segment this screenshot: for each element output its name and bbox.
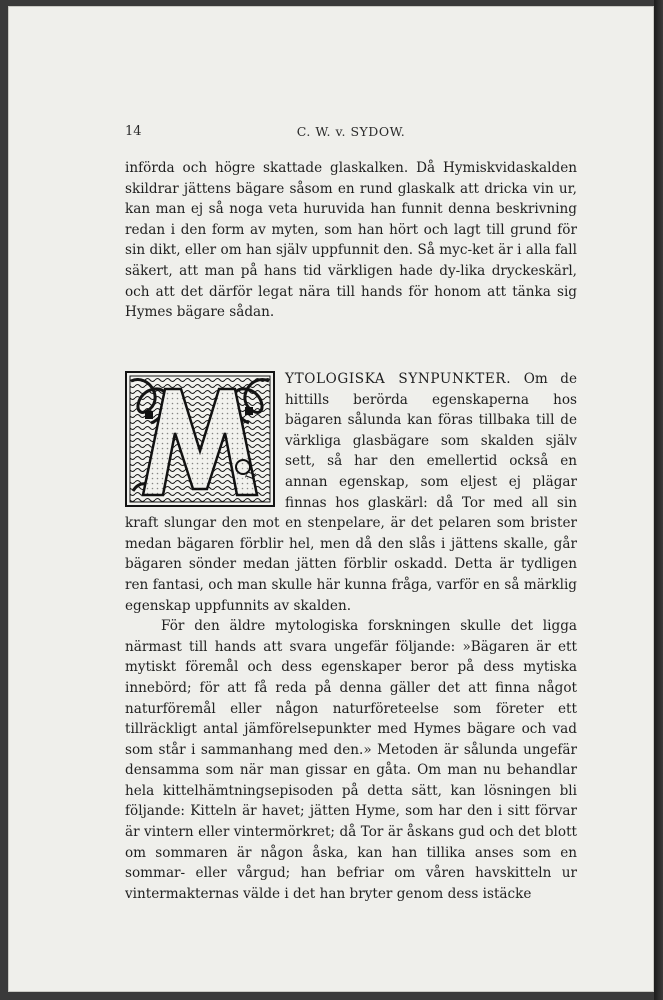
paragraph-1-text: införda och högre skattade glaskalken. Då Hymiskvidaskalden skildrar jättens bägare såsom en rund glaskalk att dricka vin ur, kan man ej så noga veta huruvida han funnit denna beskrivning redan i den form av myten, som han hört och lagt till grund för sin dikt, eller om han själv uppfunnit den. Så myc-ket är i alla fall säkert, att man på hans tid värkligen hade dy-lika dryckeskärl, och att det därför legat nära till hands för honom att tänka sig Hymes bägare sådan. (125, 160, 577, 321)
decorated-initial-m-icon (125, 371, 275, 507)
section-heading: YTOLOGISKA SYNPUNKTER. (285, 371, 512, 387)
page-edge (654, 0, 663, 1000)
section-body-text: Om de hittills berörda egenskaperna hos bägaren sålunda kan föras tillbaka till de värkliga glasbägare som skalden själv sett, så har den emellertid också en annan egenskap, som eljest ej plägar finnas hos glaskärl: då Tor med all sin kraft slungar den mot en stenpelare, är det pelaren som brister medan bägaren förblir hel, men då den slås i jättens skalle, går bägaren sönder medan jätten förblir oskadd. Detta är tydligen ren fantasi, och man skulle här kunna fråga, varför en så märklig egenskap uppfunnits av skalden. (125, 371, 577, 614)
running-title: C. W. v. SYDOW. (296, 124, 406, 139)
section-mythological (125, 369, 577, 904)
paragraph-3-text: För den äldre mytologiska forskningen skulle det ligga närmast till hands att svara ungefär följande: »Bägaren är ett mytiskt föremål och dess egenskaper beror på dess mytiska innebörd; för att få reda på denna gäller det att finna något naturföremål eller någon naturföreteelse som företer ett tillräckligt antal jämförelsepunkter med Hymes bägare och vad som står i sammanhang med den.» Metoden är sålunda ungefär densamma som när man gissar en gåta. Om man nu behandlar hela kittelhämtningsepisoden på detta sätt, kan lösningen bli följande: Kitteln är havet; jätten Hyme, som har den i sitt förvar är vintern eller vintermörkret; då Tor är åskans gud och det blott om sommaren är någon åska, kan han tillika anses som en sommar- eller vårgud; han befriar om våren havskitteln ur vintermakternas välde i det han bryter genom dess istäcke (125, 618, 577, 902)
book-page (8, 6, 654, 992)
page-number: 14 (125, 124, 142, 139)
page-header (125, 124, 577, 146)
initial-monogram: Il (242, 469, 259, 483)
paragraph-1 (125, 158, 577, 323)
